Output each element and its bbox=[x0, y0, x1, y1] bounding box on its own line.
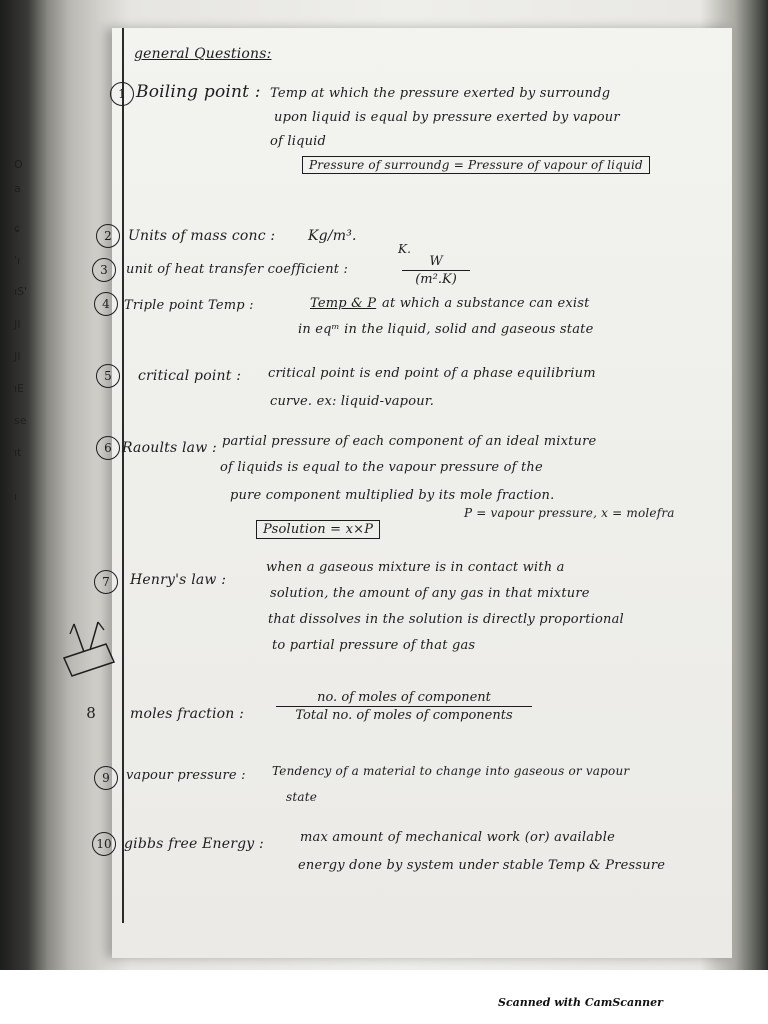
fraction-denominator: Total no. of moles of components bbox=[295, 708, 513, 723]
item-number: 10 bbox=[92, 832, 116, 856]
hand-drawn-sketch-icon bbox=[62, 614, 126, 680]
term-heat-transfer-coefficient: unit of heat transfer coefficient : bbox=[126, 262, 349, 277]
item-number: 8 bbox=[86, 704, 96, 722]
item-number: 3 bbox=[92, 258, 116, 282]
equation-note: P = vapour pressure, x = molefra bbox=[464, 506, 675, 520]
definition-line: partial pressure of each component of an ideal mixture bbox=[222, 434, 597, 449]
edge-mark: JI bbox=[14, 350, 21, 363]
definition-line: upon liquid is equal by pressure exerted by vapour bbox=[274, 110, 620, 125]
definition-line: critical point is end point of a phase equilibrium bbox=[268, 366, 596, 381]
edge-mark: ɕ bbox=[14, 222, 21, 235]
definition-line: state bbox=[286, 790, 318, 804]
definition-line: Kg/m³. bbox=[308, 228, 357, 244]
definition-line: of liquids is equal to the vapour pressure of the bbox=[220, 460, 543, 475]
definition-line: solution, the amount of any gas in that mixture bbox=[270, 586, 590, 601]
term-gibbs-free-energy: gibbs free Energy : bbox=[124, 836, 264, 852]
fraction-unit bbox=[402, 254, 470, 287]
term-boiling-point: Boiling point : bbox=[136, 82, 261, 102]
term-henrys-law: Henry's law : bbox=[130, 572, 227, 588]
definition-line: at which a substance can exist bbox=[382, 296, 590, 311]
definition-line: energy done by system under stable Temp & Pressure bbox=[298, 858, 666, 873]
term-units-mass-conc: Units of mass conc : bbox=[128, 228, 276, 244]
edge-mark: JI bbox=[14, 318, 21, 331]
edge-mark: ıE bbox=[14, 382, 25, 395]
term-triple-point: Triple point Temp : bbox=[124, 298, 254, 313]
fraction-mole bbox=[276, 690, 532, 723]
definition-line: Tendency of a material to change into gaseous or vapour bbox=[272, 764, 630, 778]
margin-line bbox=[122, 28, 124, 923]
definition-line: in eqᵐ in the liquid, solid and gaseous state bbox=[298, 322, 594, 337]
item-number: 5 bbox=[96, 364, 120, 388]
definition-line: that dissolves in the solution is directly proportional bbox=[268, 612, 624, 627]
edge-mark: 'ı bbox=[14, 254, 21, 267]
definition-line: to partial pressure of that gas bbox=[272, 638, 476, 653]
item-number: 6 bbox=[96, 436, 120, 460]
edge-mark: ıS' bbox=[14, 285, 28, 298]
definition-line: pure component multiplied by its mole fraction. bbox=[230, 488, 555, 503]
fraction-denominator: (m².K) bbox=[415, 272, 457, 287]
term-critical-point: critical point : bbox=[138, 368, 242, 384]
item-number: 9 bbox=[94, 766, 118, 790]
symbol-k: K. bbox=[398, 242, 412, 256]
fraction-numerator: W bbox=[429, 254, 443, 269]
term-vapour-pressure: vapour pressure : bbox=[126, 768, 246, 783]
definition-line: when a gaseous mixture is in contact with a bbox=[266, 560, 565, 575]
definition-line: max amount of mechanical work (or) available bbox=[300, 830, 615, 845]
item-number: 1 bbox=[110, 82, 134, 106]
term-mole-fraction: moles fraction : bbox=[130, 706, 245, 722]
item-number: 4 bbox=[94, 292, 118, 316]
fraction-bar bbox=[402, 270, 470, 271]
definition-line: curve. ex: liquid-vapour. bbox=[270, 394, 435, 409]
edge-mark: O bbox=[14, 158, 23, 171]
edge-mark: ı bbox=[14, 490, 18, 503]
fraction-numerator: no. of moles of component bbox=[317, 690, 491, 705]
boxed-equation: Psolution = x×P bbox=[256, 520, 380, 539]
edge-mark: ıt bbox=[14, 446, 22, 459]
scanner-watermark: Scanned with CamScanner bbox=[498, 996, 663, 1009]
definition-line: of liquid bbox=[270, 134, 327, 149]
definition-line: Temp at which the pressure exerted by surroundg bbox=[270, 86, 611, 101]
term-raoults-law: Raoults law : bbox=[122, 440, 217, 456]
page-heading: general Questions: bbox=[134, 46, 272, 62]
edge-mark: se bbox=[14, 414, 27, 427]
definition-emphasis: Temp & P bbox=[310, 296, 377, 311]
edge-mark: a bbox=[14, 182, 21, 195]
fraction-bar bbox=[276, 706, 532, 707]
item-number: 7 bbox=[94, 570, 118, 594]
boxed-equation: Pressure of surroundg = Pressure of vapour of liquid bbox=[302, 156, 650, 174]
item-number: 2 bbox=[96, 224, 120, 248]
